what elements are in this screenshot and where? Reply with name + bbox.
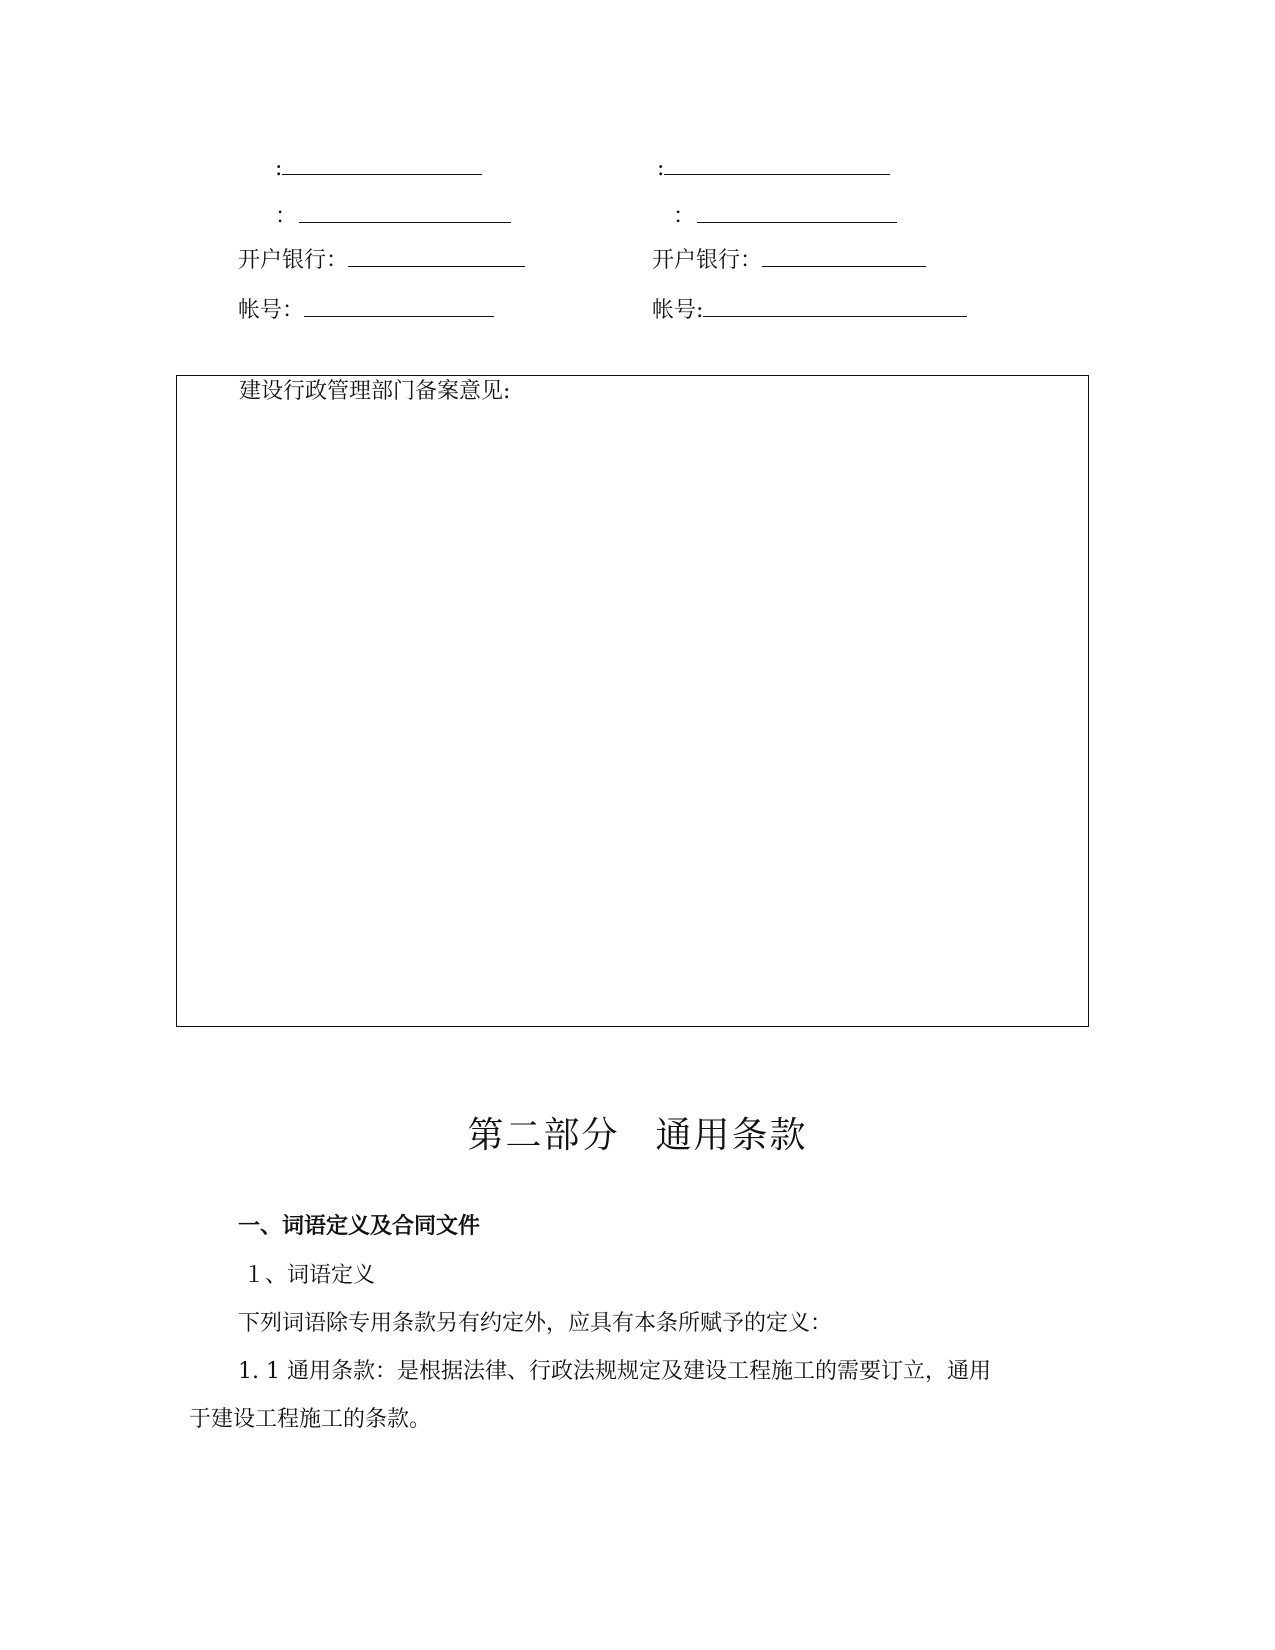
left-bank-row (238, 244, 525, 275)
right-bank-label: 开户银行： (652, 248, 763, 273)
section-heading: 一、词语定义及合同文件 (238, 1214, 481, 1239)
part-title-number: 第二部分 (467, 1115, 620, 1156)
left-account-blank[interactable] (304, 294, 494, 317)
right-row2 (673, 200, 897, 231)
left-account-row (238, 294, 494, 325)
left-row2 (275, 200, 511, 231)
right-bank-row (652, 244, 926, 275)
left-row1 (275, 152, 482, 183)
right-row2-label: ： (673, 204, 696, 229)
part-title (0, 1113, 1275, 1159)
right-account-label: 帐号: (652, 298, 704, 323)
right-account-row (652, 294, 967, 325)
part-title-name: 通用条款 (655, 1115, 808, 1156)
left-bank-blank[interactable] (348, 244, 525, 267)
left-row1-blank[interactable] (282, 152, 482, 175)
clause-line-1: 1. 1 通用条款：是根据法律、行政法规规定及建设工程施工的需要订立，通用 (238, 1359, 991, 1384)
left-row1-label: : (275, 156, 283, 181)
left-account-label: 帐号： (238, 298, 305, 323)
right-row1-blank[interactable] (664, 152, 890, 175)
right-row1 (657, 152, 890, 183)
right-bank-blank[interactable] (762, 244, 926, 267)
intro-paragraph: 下列词语除专用条款另有约定外，应具有本条所赋予的定义： (238, 1311, 833, 1336)
left-row2-blank[interactable] (299, 200, 511, 223)
subheading: １、词语定义 (243, 1263, 376, 1288)
right-row2-blank[interactable] (697, 200, 897, 223)
left-bank-label: 开户银行： (238, 248, 349, 273)
right-account-blank[interactable] (703, 294, 967, 317)
filing-opinion-label: 建设行政管理部门备案意见: (239, 379, 511, 404)
clause-line-2: 于建设工程施工的条款。 (189, 1407, 432, 1432)
filing-opinion-box[interactable] (176, 375, 1089, 1027)
right-row1-label: : (657, 156, 665, 181)
left-row2-label: ： (275, 204, 298, 229)
